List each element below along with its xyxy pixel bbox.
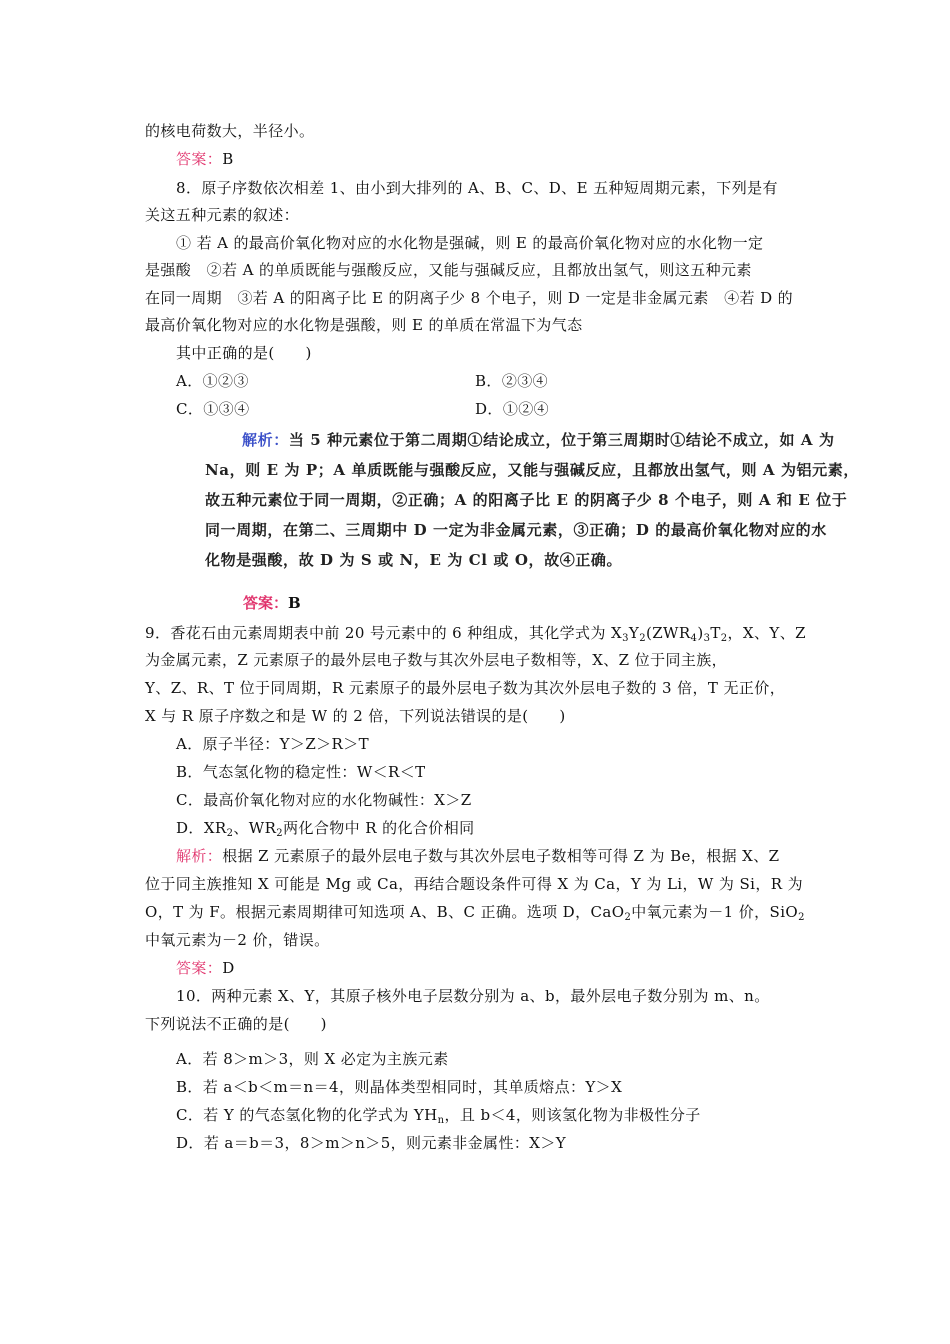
q10-option-c xyxy=(176,1104,701,1132)
q9-stem-text: Y xyxy=(628,624,640,642)
q8-option-b: B．②③④ xyxy=(475,372,549,390)
q10-option-b: B．若 a＜b＜m＝n＝4，则晶体类型相同时，其单质熔点：Y＞X xyxy=(176,1078,623,1096)
q8-answer-value: B xyxy=(288,594,301,612)
q10-option-c-text: ，且 b＜4，则该氢化物为非极性分子 xyxy=(444,1106,701,1124)
answer-label: 答案： xyxy=(176,150,223,168)
q9-stem-text: ) xyxy=(697,624,704,642)
q10-option-d: D．若 a＝b＝3，8＞m＞n＞5，则元素非金属性：X＞Y xyxy=(176,1134,567,1152)
subscript: 3 xyxy=(622,633,629,644)
q8-stem-2: 关这五种元素的叙述： xyxy=(145,206,300,224)
q9-analysis-4: 中氧元素为－2 价，错误。 xyxy=(145,931,330,949)
q9-analysis-2: 位于同主族推知 X 可能是 Mg 或 Ca，再结合题设条件可得 X 为 Ca，Y 为 Li，W 为 Si，R 为 xyxy=(145,875,803,893)
q8-statement-2: 是强酸 ②若 A 的单质既能与强酸反应，又能与强碱反应，且都放出氢气，则这五种元素 xyxy=(145,261,752,279)
subscript: n xyxy=(437,1115,445,1126)
q8-option-d: D．①②④ xyxy=(475,400,550,418)
q8-option-a: A．①②③ xyxy=(176,372,249,390)
subscript: 2 xyxy=(624,912,632,923)
q10-option-a: A．若 8＞m＞3，则 X 必定为主族元素 xyxy=(176,1050,449,1068)
q8-answer xyxy=(243,592,301,614)
q9-option-a: A．原子半径：Y＞Z＞R＞T xyxy=(176,735,370,753)
q8-analysis-line-4: 同一周期，在第二、三周期中 D 一定为非金属元素，③正确；D 的最高价氧化物对应的水 xyxy=(205,521,827,539)
q9-option-d-text: 两化合物中 R 的化合价相同 xyxy=(283,819,475,837)
q9-option-d-text: D．XR xyxy=(176,819,227,837)
q8-analysis-line-3: 故五种元素位于同一周期，②正确；A 的阳离子比 E 的阴离子少 8 个电子，则 A 和 E 位于 xyxy=(205,491,848,509)
q8-stem-1: 8．原子序数依次相差 1、由小到大排列的 A、B、C、D、E 五种短周期元素，下列是有 xyxy=(176,179,778,197)
subscript: 3 xyxy=(703,633,711,644)
q9-analysis-text: 根据 Z 元素原子的最外层电子数与其次外层电子数相等可得 Z 为 Be，根据 X、Z xyxy=(222,847,780,865)
q8-question: 其中正确的是( ) xyxy=(176,344,312,362)
q9-stem-1 xyxy=(145,622,806,650)
q9-answer-value: D xyxy=(222,959,235,977)
q8-analysis-line-5: 化物是强酸，故 D 为 S 或 N，E 为 Cl 或 O，故④正确。 xyxy=(205,551,623,569)
q9-stem-4: X 与 R 原子序数之和是 W 的 2 倍，下列说法错误的是( ) xyxy=(145,707,566,725)
q9-stem-2: 为金属元素，Z 元素原子的最外层电子数与其次外层电子数相等，X、Z 位于同主族， xyxy=(145,651,728,669)
q8-analysis xyxy=(205,425,875,575)
q8-analysis-line-1 xyxy=(205,425,875,455)
q9-stem-text: ，X、Y、Z xyxy=(727,624,806,642)
q10-stem-2: 下列说法不正确的是( ) xyxy=(145,1015,327,1033)
analysis-label: 解析： xyxy=(242,431,289,449)
answer-label: 答案： xyxy=(243,594,289,612)
q9-option-d xyxy=(176,817,475,845)
q9-stem-text: T xyxy=(710,624,721,642)
q10-option-c-text: C．若 Y 的气态氢化物的化学式为 YH xyxy=(176,1106,438,1124)
intro-line: 的核电荷数大，半径小。 xyxy=(145,122,315,140)
q8-analysis-line-2: Na，则 E 为 P；A 单质既能与强酸反应，又能与强碱反应，且都放出氢气，则 A 为铝元素， xyxy=(205,461,859,479)
q7-answer xyxy=(176,148,234,170)
q10-stem-1: 10．两种元素 X、Y，其原子核外电子层数分别为 a、b，最外层电子数分别为 m、n。 xyxy=(176,987,770,1005)
subscript: 4 xyxy=(690,633,698,644)
q9-stem-text: (ZWR xyxy=(645,624,691,642)
q8-option-c: C．①③④ xyxy=(176,400,250,418)
q8-statement-4: 最高价氧化物对应的水化物是强酸，则 E 的单质在常温下为气态 xyxy=(145,316,583,334)
subscript: 2 xyxy=(720,633,728,644)
q9-analysis-text: 中氧元素为－1 价，SiO xyxy=(631,903,799,921)
subscript: 2 xyxy=(226,828,234,839)
subscript: 2 xyxy=(639,633,646,644)
q9-answer xyxy=(176,957,235,979)
q9-option-b: B．气态氢化物的稳定性：W＜R＜T xyxy=(176,763,426,781)
subscript: 2 xyxy=(276,828,284,839)
q9-analysis-1 xyxy=(176,845,779,867)
analysis-label: 解析： xyxy=(176,847,223,865)
q8-statement-3: 在同一周期 ③若 A 的阳离子比 E 的阴离子少 8 个电子，则 D 一定是非金属元素 ④若 D 的 xyxy=(145,289,794,307)
q9-stem-3: Y、Z、R、T 位于同周期，R 元素原子的最外层电子数为其次外层电子数的 3 倍，T 无正价， xyxy=(145,679,786,697)
q8-analysis-text-1: 当 5 种元素位于第二周期①结论成立，位于第三周期时①结论不成立，如 A 为 xyxy=(288,431,835,449)
answer-label: 答案： xyxy=(176,959,223,977)
q9-stem-text: 9．香花石由元素周期表中前 20 号元素中的 6 种组成，其化学式为 X xyxy=(145,624,623,642)
q9-analysis-3 xyxy=(145,901,805,929)
q9-analysis-text: O，T 为 F。根据元素周期律可知选项 A、B、C 正确。选项 D，CaO xyxy=(145,903,625,921)
q7-answer-value: B xyxy=(222,150,234,168)
q9-option-d-text: 、WR xyxy=(233,819,277,837)
q8-statement-1: ① 若 A 的最高价氧化物对应的水化物是强碱，则 E 的最高价氧化物对应的水化物一定 xyxy=(176,234,764,252)
q9-option-c: C．最高价氧化物对应的水化物碱性：X＞Z xyxy=(176,791,472,809)
subscript: 2 xyxy=(798,912,805,923)
